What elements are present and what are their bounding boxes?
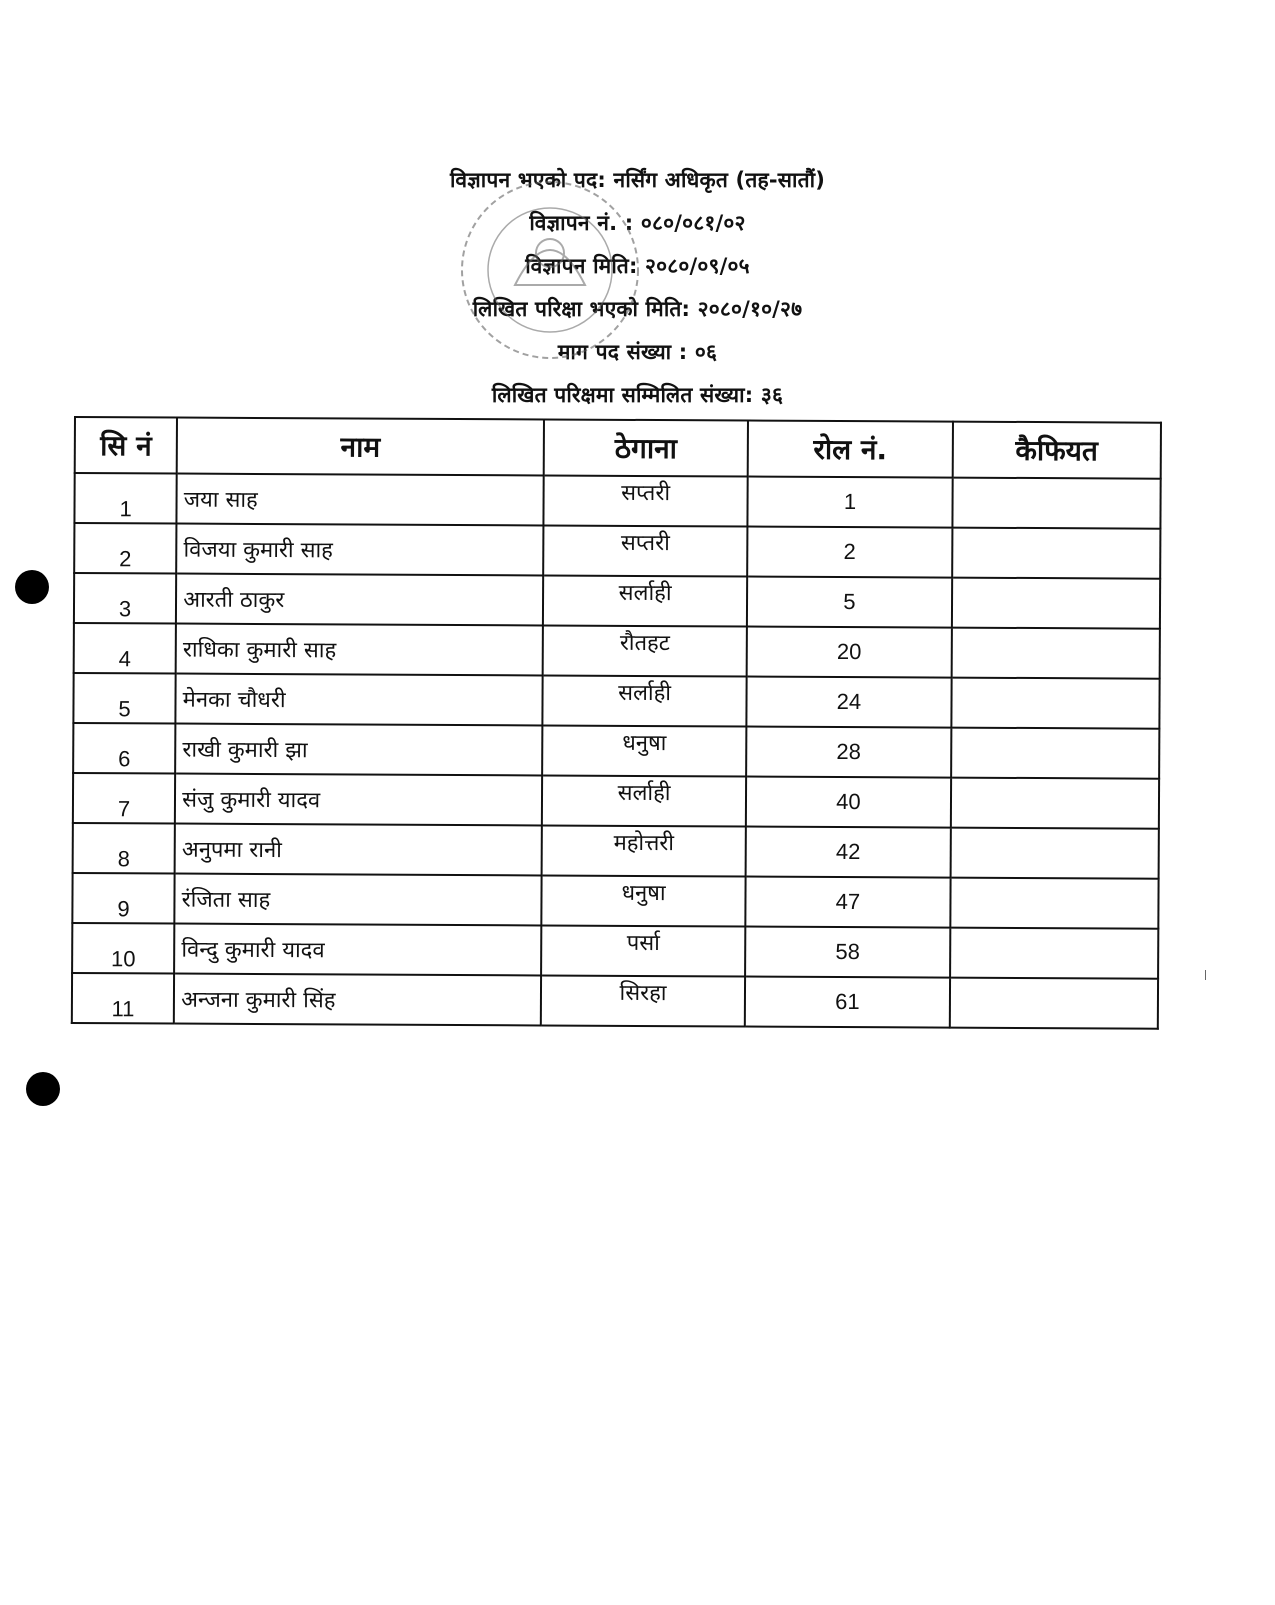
- cell-sn: 5: [73, 673, 175, 724]
- table-header-row: [75, 417, 1161, 479]
- cell-remarks: [950, 878, 1159, 929]
- cell-remarks: [952, 578, 1161, 629]
- table-row: [72, 873, 1158, 929]
- cell-address: सर्लाही: [543, 575, 748, 626]
- cell-roll: 42: [746, 827, 951, 878]
- participant-count: लिखित परिक्षमा सम्मिलित संख्या: ३६: [491, 383, 784, 407]
- cell-remarks: [951, 628, 1160, 679]
- cell-sn: 2: [74, 523, 176, 574]
- punch-hole: [15, 570, 49, 604]
- cell-roll: 58: [745, 927, 950, 978]
- cell-roll: 24: [747, 677, 952, 728]
- cell-address: पर्सा: [541, 925, 746, 976]
- cell-roll: 61: [745, 977, 950, 1028]
- advertisement-date: विज्ञापन मिति: २०८०/०९/०५: [525, 254, 750, 278]
- table-row: [73, 723, 1159, 779]
- cell-roll: 5: [747, 577, 952, 628]
- table-row: [72, 973, 1158, 1029]
- header-roll: रोल नं.: [748, 421, 953, 478]
- cell-address: रौतहट: [543, 625, 748, 676]
- cell-roll: 20: [747, 627, 952, 678]
- cell-sn: 6: [73, 723, 175, 774]
- cell-remarks: [952, 478, 1161, 529]
- cell-remarks: [949, 978, 1158, 1029]
- table-row: [73, 673, 1159, 729]
- punch-hole: [26, 1072, 60, 1106]
- cell-address: महोत्तरी: [541, 825, 746, 876]
- table-row: [74, 473, 1160, 529]
- cell-remarks: [950, 828, 1159, 879]
- header-name: नाम: [177, 418, 544, 476]
- table-row: [73, 773, 1159, 829]
- table-row: [74, 573, 1160, 629]
- exam-date: लिखित परिक्षा भएको मिति: २०८०/१०/२७: [472, 297, 803, 321]
- cell-remarks: [951, 728, 1160, 779]
- header-sn: सि नं: [75, 417, 177, 474]
- official-stamp-icon: [455, 175, 645, 365]
- cell-name: जया साह: [177, 474, 544, 526]
- cell-address: सर्लाही: [542, 675, 747, 726]
- cell-name: विन्दु कुमारी यादव: [174, 924, 541, 976]
- advertisement-number: विज्ञापन नं. : ०८०/०८१/०२: [529, 211, 746, 235]
- post-title: विज्ञापन भएको पद: नर्सिंग अधिकृत (तह-सातौं): [449, 168, 826, 192]
- cell-address: सप्तरी: [543, 475, 748, 526]
- cell-name: मेनका चौधरी: [176, 674, 543, 726]
- cell-sn: 4: [74, 623, 176, 674]
- cell-sn: 9: [72, 873, 174, 924]
- cell-address: सिरहा: [541, 975, 746, 1026]
- candidate-table: [71, 416, 1162, 1030]
- table-row: [73, 823, 1159, 879]
- scan-mark: [1205, 970, 1206, 980]
- cell-name: राखी कुमारी झा: [175, 724, 542, 776]
- header-address: ठेगाना: [544, 419, 749, 476]
- cell-remarks: [950, 928, 1159, 979]
- cell-sn: 11: [72, 973, 174, 1024]
- cell-address: धनुषा: [541, 875, 746, 926]
- cell-address: सर्लाही: [542, 775, 747, 826]
- cell-roll: 40: [746, 777, 951, 828]
- cell-address: धनुषा: [542, 725, 747, 776]
- cell-sn: 1: [74, 473, 176, 524]
- table-row: [74, 623, 1160, 679]
- cell-roll: 1: [748, 477, 953, 528]
- demand-post-count: माग पद संख्या : ०६: [557, 340, 718, 364]
- cell-name: विजया कुमारी साह: [176, 524, 543, 576]
- cell-roll: 2: [747, 527, 952, 578]
- cell-name: अन्जना कुमारी सिंह: [174, 974, 541, 1026]
- cell-roll: 47: [746, 877, 951, 928]
- cell-remarks: [950, 778, 1159, 829]
- header-remarks: कैफियत: [952, 422, 1161, 479]
- cell-sn: 3: [74, 573, 176, 624]
- cell-name: संजु कुमारी यादव: [175, 774, 542, 826]
- cell-remarks: [952, 528, 1161, 579]
- cell-name: अनुपमा रानी: [175, 824, 542, 876]
- cell-name: आरती ठाकुर: [176, 574, 543, 626]
- cell-remarks: [951, 678, 1160, 729]
- cell-name: रंजिता साह: [175, 874, 542, 926]
- cell-address: सप्तरी: [543, 525, 748, 576]
- cell-name: राधिका कुमारी साह: [176, 624, 543, 676]
- cell-sn: 7: [73, 773, 175, 824]
- cell-sn: 10: [72, 923, 174, 974]
- cell-sn: 8: [73, 823, 175, 874]
- table-row: [72, 923, 1158, 979]
- cell-roll: 28: [746, 727, 951, 778]
- table-row: [74, 523, 1160, 579]
